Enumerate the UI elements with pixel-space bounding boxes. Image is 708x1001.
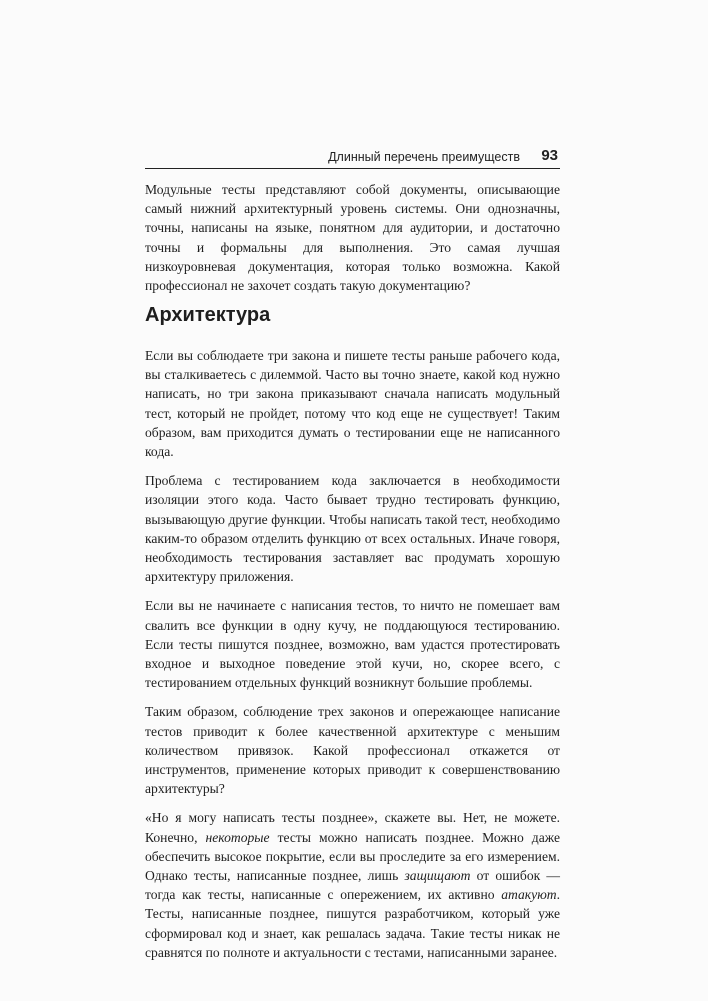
text-run: от ошибок — тогда как тесты, написанные с опережением, их активно [145,868,560,903]
section-heading: Архитектура [145,304,271,326]
running-head-title: Длинный перечень преимуществ [328,150,520,164]
emphasis: защищают [404,868,471,884]
section-body [145,346,560,962]
paragraph: Проблема с тестированием кода заключается в необходимости изоляции этого кода. Часто бывает трудно тестировать функцию, вызывающую другие функции. Чтобы написать такой тест, необходимо каким-то образом отделить функцию от всех остальных. Иначе говоря, необходимость тестирования заставляет вас продумать хорошую архитектуру приложения. [145,473,560,585]
paragraph: Таким образом, соблюдение трех законов и опережающее написание тестов приводит к более качественной архитектуре с меньшим количеством привязок. Какой профессионал откажется от инструментов, применение которых приводит к совершенствованию архитектуры? [145,704,560,797]
running-head [145,148,560,166]
emphasis: некоторые [205,829,270,845]
text-run: . Тесты, написанные позднее, пишутся разработчиком, который уже сформировал код и знает, как решалась задача. Такие тесты никак не сравнятся по полноте и актуальности с тестами, написанными заранее. [145,887,560,960]
paragraph: Если вы соблюдаете три закона и пишете тесты раньше рабочего кода, вы сталкиваетесь с дилеммой. Часто вы точно знаете, какой код нужно написать, но три закона приказывают сначала написать модульный тест, который не пройдет, потому что код еще не существует! Таким образом, вам приходится думать о тестировании еще не написанного кода. [145,348,560,460]
text-run: тесты можно написать позднее. Можно даже обеспечить высокое покрытие, если вы проследите за его измерением. Однако тесты, написанные позднее, лишь [145,829,560,884]
paragraph: Если вы не начинаете с написания тестов, то ничто не помешает вам свалить все функции в одну кучу, не поддающуюся тестированию. Если тесты пишутся позднее, возможно, вам удастся протестировать входное и выходное поведение этой кучи, но, скорее всего, с тестированием отдельных функций возникнут большие проблемы. [145,598,560,691]
text-run: «Но я могу написать тесты позднее», скажете вы. Нет, не можете. Конечно, [145,810,560,845]
emphasis: атакуют [501,887,557,903]
intro-paragraph: Модульные тесты представляют собой документы, описывающие самый нижний архитектурный уровень системы. Они однозначны, точны, написаны на языке, понятном для аудитории, и достаточно точны и формальны для выполнения. Это самая лучшая низкоуровневая документация, которая только возможна. Какой профессионал не захочет создать такую документацию? [145,182,560,294]
header-rule [145,168,560,169]
paragraph [145,808,560,962]
intro-text [145,180,560,295]
page-number: 93 [541,147,558,164]
